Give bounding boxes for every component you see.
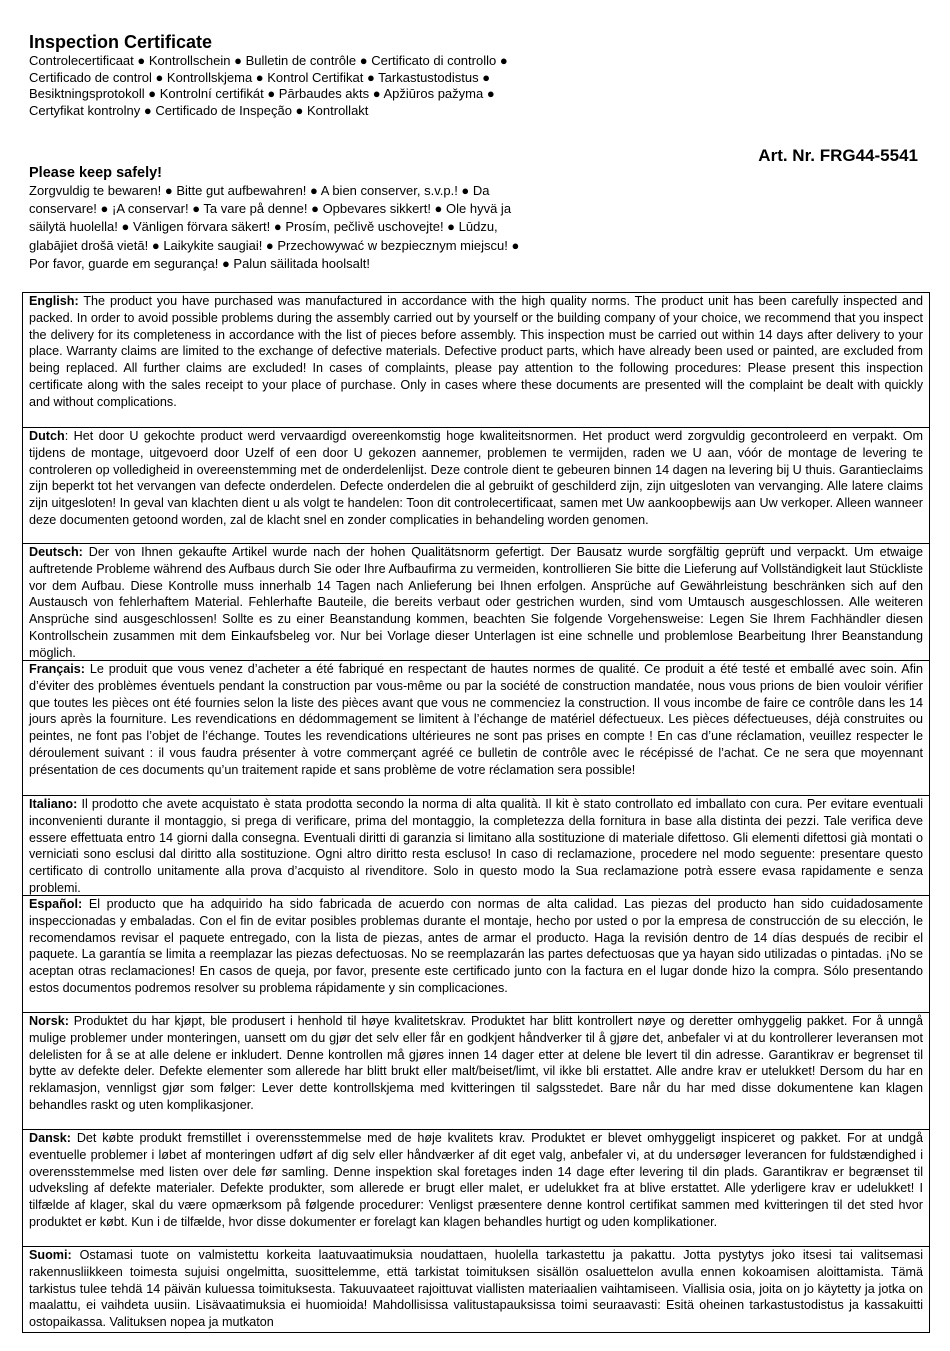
section-text: Der von Ihnen gekaufte Artikel wurde nach der hohen Qualitätsnorm gefertigt. Der Bausatz wurde sorgfältig geprüft und verpackt. Um etwaige auftretende Probleme während des Aufbaus durch Sie oder Ihre Aufbaufirma zu vermeiden, kontrollieren Sie bitte die Lieferung auf Vollständigkeit laut Stückliste vor dem Aufbau. Diese Kontrolle muss innerhalb 14 Tagen nach Anlieferung bei Ihnen erfolgen. Ansprüche auf Gewährleistung beschränken sich auf den Austausch von fehlerhaftem Material. Fehlerhafte Bauteile, die bereits verbaut oder gestrichen wurden, sind vom Umtausch ausgeschlossen. Alle weiteren Ansprüche sind ausgeschlossen! Sollte es zu einer Beanstandung kommen, beachten Sie folgende Vorgehensweise: Legen Sie Ihrem Fachhändler diesen Kontrollschein zusammen mit dem Einkaufsbeleg vor. Nur bei Vorlage dieser Unterlagen ist eine schnelle und problemlose Bearbeitung Ihrer Beanstandung möglich.: [29, 545, 923, 660]
section-language: Français:: [29, 662, 85, 676]
section-language: Suomi:: [29, 1248, 72, 1262]
section-deutsch: [23, 543, 929, 660]
section-language: Dutch: [29, 429, 65, 443]
section-francais: [23, 660, 929, 795]
document-title: Inspection Certificate: [29, 32, 213, 52]
section-dansk: [23, 1129, 929, 1246]
language-sections-table: [22, 292, 930, 1333]
section-suomi: [23, 1246, 929, 1332]
section-text: Il prodotto che avete acquistato è stata prodotta secondo la norma di alta qualità. Il kit è stato controllato ed imballato con cura. Per evitare eventuali inconvenienti durante il montaggio, si prega di verificare, prima del montaggio, la completezza della fornitura in base alla distinta dei pezzi. Tale verifica deve essere effettuata entro 14 giorni dalla consegna. Eventuali diritti di garanzia si limitano alla sostituzione di materiale difettoso. Gli elementi difettosi già montati o verniciati sono esclusi dal diritto alla sostituzione. Ogni altro diritto resta escluso! In caso di reclamazione, procedere nel modo seguente: presentare questo certificato di controllo unitamente alla prova d’acquisto al rivenditore. Solo in questo modo la Sua reclamazione potrà essere evasa rapidamente e senza problemi.: [29, 797, 923, 895]
section-text: Produktet du har kjøpt, ble produsert i henhold til høye kvalitetskrav. Produktet har blitt kontrollert nøye og deretter omhyggelig pakket. For å unngå mulige problemer under monteringen, uansett om du gjør det selv eller får en godkjent håndverker til å gjøre det, anbefaler vi at du kontrollerer leveransen mot delelisten for å se at alle delene er inkludert. Denne kontrollen må gjøres innen 14 dager etter at delene ble levert til din adresse. Garantikrav er begrenset til bytte av defekte deler. Defekte elementer som allerede har blitt brukt eller malt/beiset/limt, vil ikke bli erstattet. Alle andre krav er utelukket! Dersom du har en reklamasjon, vennligst gjør som følger: Lever dette kontrollskjema med kvitteringen til salgsstedet. Bare når du har med disse dokumentene kan klagen behandles raskt og uten komplikasjoner.: [29, 1014, 923, 1112]
section-italiano: [23, 795, 929, 895]
section-norsk: [23, 1012, 929, 1129]
section-text: Det købte produkt fremstillet i overensstemmelse med de høje kvalitets krav. Produktet er blevet omhyggeligt inspiceret og pakket. For at undgå eventuelle problemer i løbet af monteringen udført af dig selv eller håndværker af dit eget valg, anbefaler vi, at du undersøger leverancen for fuldstændighed i overensstemmelse med listen over dele før samling. Denne inspektion skal foretages inden 14 dage efter levering til din plads. Garantikrav er begrænset til udveksling af defekte materialer. Defekte produkter, som allerede er brugt eller malet, er udelukket fra at blive erstattet. Alle yderligere krav er udelukket! I tilfælde af klager, skal du være opmærksom på følgende procedurer: Venligst præsentere denne kontrol certifikat sammen med kvitteringen til det sted hvor produktet er købt. Kun i de tilfælde, hvor disse dokumenter er forelagt kan klagen behandles hurtigt og uden komplikationer.: [29, 1131, 923, 1229]
article-number-label: Art. Nr.: [758, 146, 815, 165]
section-language: English:: [29, 294, 79, 308]
article-number: [600, 146, 918, 166]
section-language: Español:: [29, 897, 83, 911]
keep-safely-translations: Zorgvuldig te bewaren! ● Bitte gut aufbewahren! ● A bien conserver, s.v.p.! ● Da conservare! ● ¡A conservar! ● Ta vare på denne! ● Opbevares sikkert! ● Ole hyvä ja säilytä huolella! ● Vänligen förvara säkert! ● Prosím, pečlivě uschovejte! ● Lūdzu, glabājiet drošā vietā! ● Laikykite saugiai! ● Przechowywać w bezpiecznym miejscu! ● Por favor, guarde em segurança! ● Palun säilitada hoolsalt!: [29, 183, 520, 271]
section-text: El producto que ha adquirido ha sido fabricada de acuerdo con normas de alta calidad. Las piezas del producto han sido cuidadosamente inspeccionadas y embaladas. Con el fin de evitar posibles problemas durante el montaje, hecho por usted o por la empresa de construcción de su elección, le recomendamos revisar el paquete entregado, con la lista de piezas, antes de armar el producto. Haga la revisión dentro de 14 días después de recibir el paquete. La garantía se limita a reemplazar las piezas defectuosas. No se reemplazarán las partes defectuosas que ya hayan sido utilizadas o pintadas. ¡No se aceptan otras reclamaciones! En casos de queja, por favor, presente este certificado junto con la factura en el lugar donde hizo la compra. Sólo presentando estos documentos podremos resolver su problema rápidamente y sin complicaciones.: [29, 897, 923, 995]
section-text: : Het door U gekochte product werd vervaardigd overeenkomstig hoge kwaliteitsnormen. Het product werd zorgvuldig gecontroleerd en verpakt. Om tijdens de montage, uitgevoerd door Uzelf of een door U gekozen aannemer, problemen te vermijden, raden we U aan, vóór de montage de levering te controleren op volledigheid in overeenstemming met de onderdelenlijst. Deze controle dient te gebeuren binnen 14 dagen na levering bij U thuis. Garantieclaims zijn beperkt tot het vervangen van defecte onderdelen. Defecte onderdelen die al gebruikt of geschilderd zijn, zijn uitgesloten van vervanging. Alle latere claims zijn uitgesloten! In geval van klachten dient u als volgt te handelen: Toon dit controlecertificaat, samen met Uw aankoopbewijs aan Uw verkoper. Alleen wanneer deze documenten getoond worden, zal de klacht snel en zonder complicaties in behandeling worden genomen.: [29, 429, 923, 527]
section-language: Italiano:: [29, 797, 78, 811]
section-text: Le produit que vous venez d’acheter a été fabriqué en respectant de hautes normes de qualité. Ce produit a été testé et emballé avec soin. Afin d’éviter des problèmes éventuels pendant la construction par vous-même ou par la société de construction mandatée, nous vous prions de bien vouloir vérifier que toutes les pièces ont été fournies selon la liste des pièces avant que vous ne commenciez la construction. Il vous incombe de faire ce contrôle dans les 14 jours après la fourniture. Les revendications en dédommagement se limitent à l’échange de matériel défectueux. Les pièces défectueuses, déjà construites ou peintes, ne font pas l’objet de l’échange. Toutes les revendications ultérieures ne sont pas prises en compte ! En cas d’une réclamation, veuillez respecter le déroulement suivant : il vous faudra présenter à votre commerçant agréé ce bulletin de contrôle avec le récépissé de l’achat. Ce ne sera que moyennant présentation de ces documents qu’un traitement rapide et sans problème de votre réclamation sera possible!: [29, 662, 923, 777]
section-language: Dansk:: [29, 1131, 71, 1145]
section-english: [23, 293, 929, 427]
article-number-value: FRG44-5541: [819, 146, 918, 165]
keep-safely-heading: Please keep safely!: [29, 165, 163, 181]
section-dutch: [23, 427, 929, 543]
section-text: The product you have purchased was manufactured in accordance with the high quality norms. The product unit has been carefully inspected and packed. In order to avoid possible problems during the assembly carried out by yourself or the building company of your choice, we recommend that you inspect the delivery for its completeness in accordance with the list of pieces before assembly. This inspection must be carried out within 14 days after delivery to your place. Warranty claims are limited to the exchange of defective materials. Defective product parts, which have already been used or painted, are excluded from being replaced. All further claims are excluded! In cases of complaints, please pay attention to the following procedures: Please present this inspection certificate along with the sales receipt to your place of purchase. Only in cases where these documents are presented will the complaint be dealt with quickly and without complications.: [29, 294, 923, 409]
title-translations: Controlecertificaat ● Kontrollschein ● Bulletin de contrôle ● Certificato di controllo ● Certificado de control ● Kontrollskjema ● Kontrol Certifikat ● Tarkastustodistus ● Besiktningsprotokoll ● Kontrolní certifikát ● Pārbaudes akts ● Apžiūros pažyma ● Certyfikat kontrolny ● Certificado de Inspeção ● Kontrollakt: [29, 53, 508, 119]
section-language: Deutsch:: [29, 545, 83, 559]
section-text: Ostamasi tuote on valmistettu korkeita laatuvaatimuksia noudattaen, huolella tarkastettu ja pakattu. Jotta pystytys joko itsesi tai valitsemasi rakennusliikkeen toimesta sujuisi ongelmitta, suosittelemme, että tarkistat toimituksen sisällön osaluettelon avulla ennen kokoamisen aloittamista. Tämä tarkistus tulee tehdä 14 päivän kuluessa toimituksesta. Takuuvaateet rajoittuvat viallisten materiaalien vaihtamiseen. Viallisia osia, joita on jo käytetty ja jotka on maalattu, ei vaihdeta uusiin. Lisävaatimuksia ei huomioida! Mahdollisissa valitustapauksissa toimi seuraavasti: Esitä oheinen tarkastustodistus ja kassakuitti ostopaikassa. Valituksen nopea ja mutkaton: [29, 1248, 923, 1330]
section-espanol: [23, 895, 929, 1012]
section-language: Norsk:: [29, 1014, 69, 1028]
